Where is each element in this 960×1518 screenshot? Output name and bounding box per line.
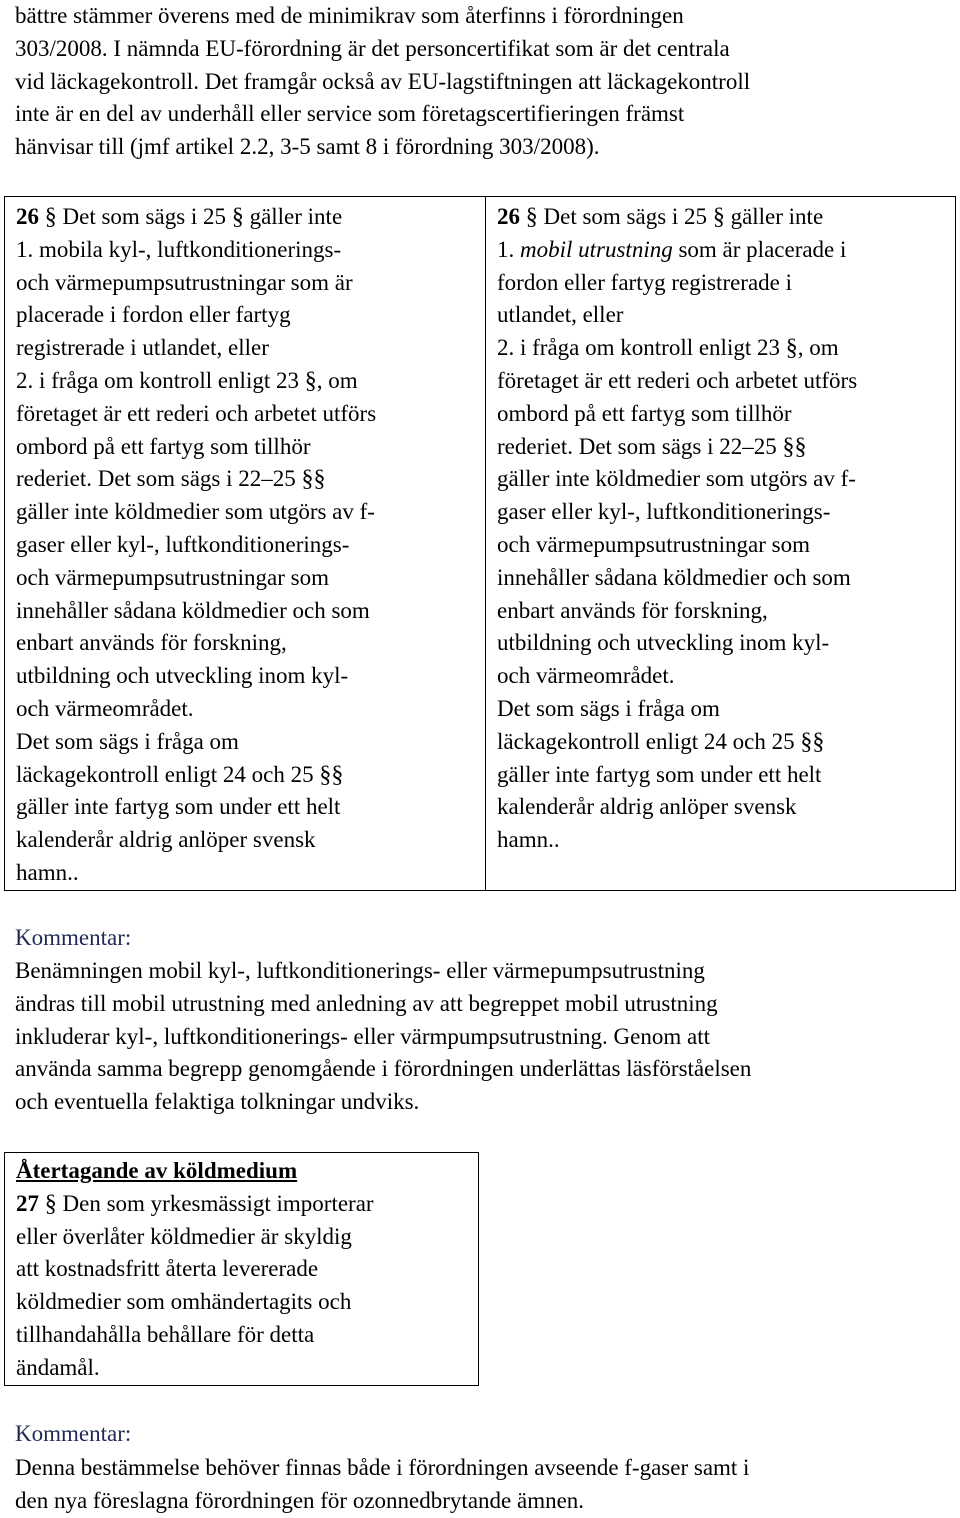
- text-line: företaget är ett rederi och arbetet utförs: [497, 367, 858, 393]
- text-line: gäller inte köldmedier som utgörs av f-: [16, 499, 375, 525]
- intro-line: vid läckagekontroll. Det framgår också av EU-lagstiftningen att läckagekontroll: [15, 68, 751, 94]
- section-sign: §: [231, 204, 244, 230]
- text-line: kalenderår aldrig anlöper svensk: [497, 794, 797, 820]
- heading-text: gäller inte: [249, 204, 343, 229]
- text-line: ändamål.: [16, 1354, 100, 1380]
- section-sign: §: [525, 204, 538, 230]
- section-26-heading-right: [497, 201, 955, 234]
- section-number: 27: [16, 1190, 39, 1216]
- proposed-text-column: [486, 197, 956, 891]
- comment-line: och eventuella felaktiga tolkningar undviks.: [15, 1089, 420, 1115]
- text-line: och värmeområdet.: [497, 663, 675, 689]
- section-sign: §: [44, 1190, 57, 1217]
- text-line: tillhandahålla behållare för detta: [16, 1321, 315, 1347]
- section-number: 26: [497, 204, 520, 229]
- text-line: innehåller sådana köldmedier och som: [497, 564, 851, 590]
- text-line: att kostnadsfritt återta levererade: [16, 1256, 319, 1282]
- text-line: gäller inte köldmedier som utgörs av f-: [497, 466, 856, 492]
- text-line: registrerade i utlandet, eller: [16, 335, 269, 361]
- comparison-table: [4, 196, 956, 891]
- text-line: gäller inte fartyg som under ett helt: [16, 794, 341, 820]
- text-line: 2. i fråga om kontroll enligt 23 §, om: [497, 335, 839, 362]
- text-line: kalenderår aldrig anlöper svensk: [16, 827, 316, 853]
- text-line: och värmepumpsutrustningar som: [16, 564, 330, 590]
- intro-line: hänvisar till (jmf artikel 2.2, 3-5 samt 8 i förordning 303/2008).: [15, 134, 600, 160]
- comment-paragraph: [15, 1452, 950, 1518]
- text-line: utbildning och utveckling inom kyl-: [497, 630, 830, 656]
- current-text-column: [5, 197, 486, 891]
- heading-text: Det som sägs i 25: [543, 204, 708, 229]
- section-27-cell: [5, 1153, 479, 1386]
- comment-line: Benämningen mobil kyl-, luftkonditionerings- eller värmepumpsutrustning: [15, 958, 705, 983]
- intro-line: 303/2008. I nämnda EU-förordning är det personcertifikat som är det centrala: [15, 35, 730, 61]
- intro-paragraph: [15, 0, 945, 164]
- emphasized-term: mobil utrustning: [520, 236, 673, 262]
- comment-paragraph: [15, 955, 950, 1119]
- text-line: eller överlåter köldmedier är skyldig: [16, 1223, 352, 1249]
- section-sign: §: [44, 204, 57, 230]
- text-line: gaser eller kyl-, luftkonditionerings-: [16, 531, 350, 557]
- text-line: läckagekontroll enligt 24 och 25 §§: [497, 728, 825, 755]
- text-line: enbart används för forskning,: [16, 630, 287, 656]
- text-line: fordon eller fartyg registrerade i: [497, 269, 793, 295]
- comment-line: den nya föreslagna förordningen för ozonnedbrytande ämnen.: [15, 1487, 585, 1513]
- comment-label: Kommentar:: [15, 925, 132, 950]
- text-line: Det som sägs i fråga om: [16, 728, 239, 754]
- text-line: hamn..: [16, 859, 79, 885]
- text-line: gäller inte fartyg som under ett helt: [497, 761, 822, 787]
- comment-line: Denna bestämmelse behöver finnas både i förordningen avseende f-gaser samt i: [15, 1455, 750, 1480]
- heading-text: Det som sägs i 25: [62, 204, 227, 229]
- text-line: köldmedier som omhändertagits och: [16, 1289, 352, 1315]
- text-line: utlandet, eller: [497, 302, 624, 328]
- comment-label: Kommentar:: [15, 1421, 132, 1446]
- comment-line: ändras till mobil utrustning med anledning av att begreppet mobil utrustning: [15, 990, 718, 1016]
- text-line: 2. i fråga om kontroll enligt 23 §, om: [16, 367, 358, 394]
- intro-line: inte är en del av underhåll eller service som företagscertifieringen främst: [15, 101, 685, 127]
- section-number: 26: [16, 204, 39, 229]
- section-27-first-line: 27 § Den som yrkesmässigt importerar: [16, 1190, 374, 1217]
- section-sign: §: [712, 204, 725, 230]
- text-line: företaget är ett rederi och arbetet utförs: [16, 400, 377, 426]
- text-line: utbildning och utveckling inom kyl-: [16, 663, 349, 689]
- text-line: rederiet. Det som sägs i 22–25 §§: [497, 433, 807, 460]
- text-line: 1. mobil utrustning som är placerade i: [497, 236, 847, 262]
- text-line: och värmepumpsutrustningar som: [497, 531, 811, 557]
- text-line: innehåller sådana köldmedier och som: [16, 597, 370, 623]
- intro-line: bättre stämmer överens med de minimikrav som återfinns i förordningen: [15, 3, 684, 28]
- text-line: hamn..: [497, 827, 560, 853]
- section-26-heading-left: [16, 201, 485, 234]
- text-line: och värmepumpsutrustningar som är: [16, 269, 353, 295]
- text-line: placerade i fordon eller fartyg: [16, 302, 291, 328]
- text-line: gaser eller kyl-, luftkonditionerings-: [497, 499, 831, 525]
- text-line: läckagekontroll enligt 24 och 25 §§: [16, 761, 344, 788]
- comment-line: inkluderar kyl-, luftkonditionerings- eller värmpumpsutrustning. Genom att: [15, 1023, 710, 1049]
- text-line: Det som sägs i fråga om: [497, 695, 720, 721]
- text-line: ombord på ett fartyg som tillhör: [497, 400, 792, 426]
- section-heading: Återtagande av köldmedium: [16, 1158, 298, 1183]
- heading-text: gäller inte: [730, 204, 824, 229]
- text-line: ombord på ett fartyg som tillhör: [16, 433, 311, 459]
- text-line: rederiet. Det som sägs i 22–25 §§: [16, 466, 326, 493]
- text-line: och värmeområdet.: [16, 695, 194, 721]
- text-line: enbart används för forskning,: [497, 597, 768, 623]
- section-27-table: [4, 1152, 479, 1386]
- comment-line: använda samma begrepp genomgående i förordningen underlättas läsförståelsen: [15, 1056, 752, 1082]
- text-line: 1. mobila kyl-, luftkonditionerings-: [16, 236, 342, 262]
